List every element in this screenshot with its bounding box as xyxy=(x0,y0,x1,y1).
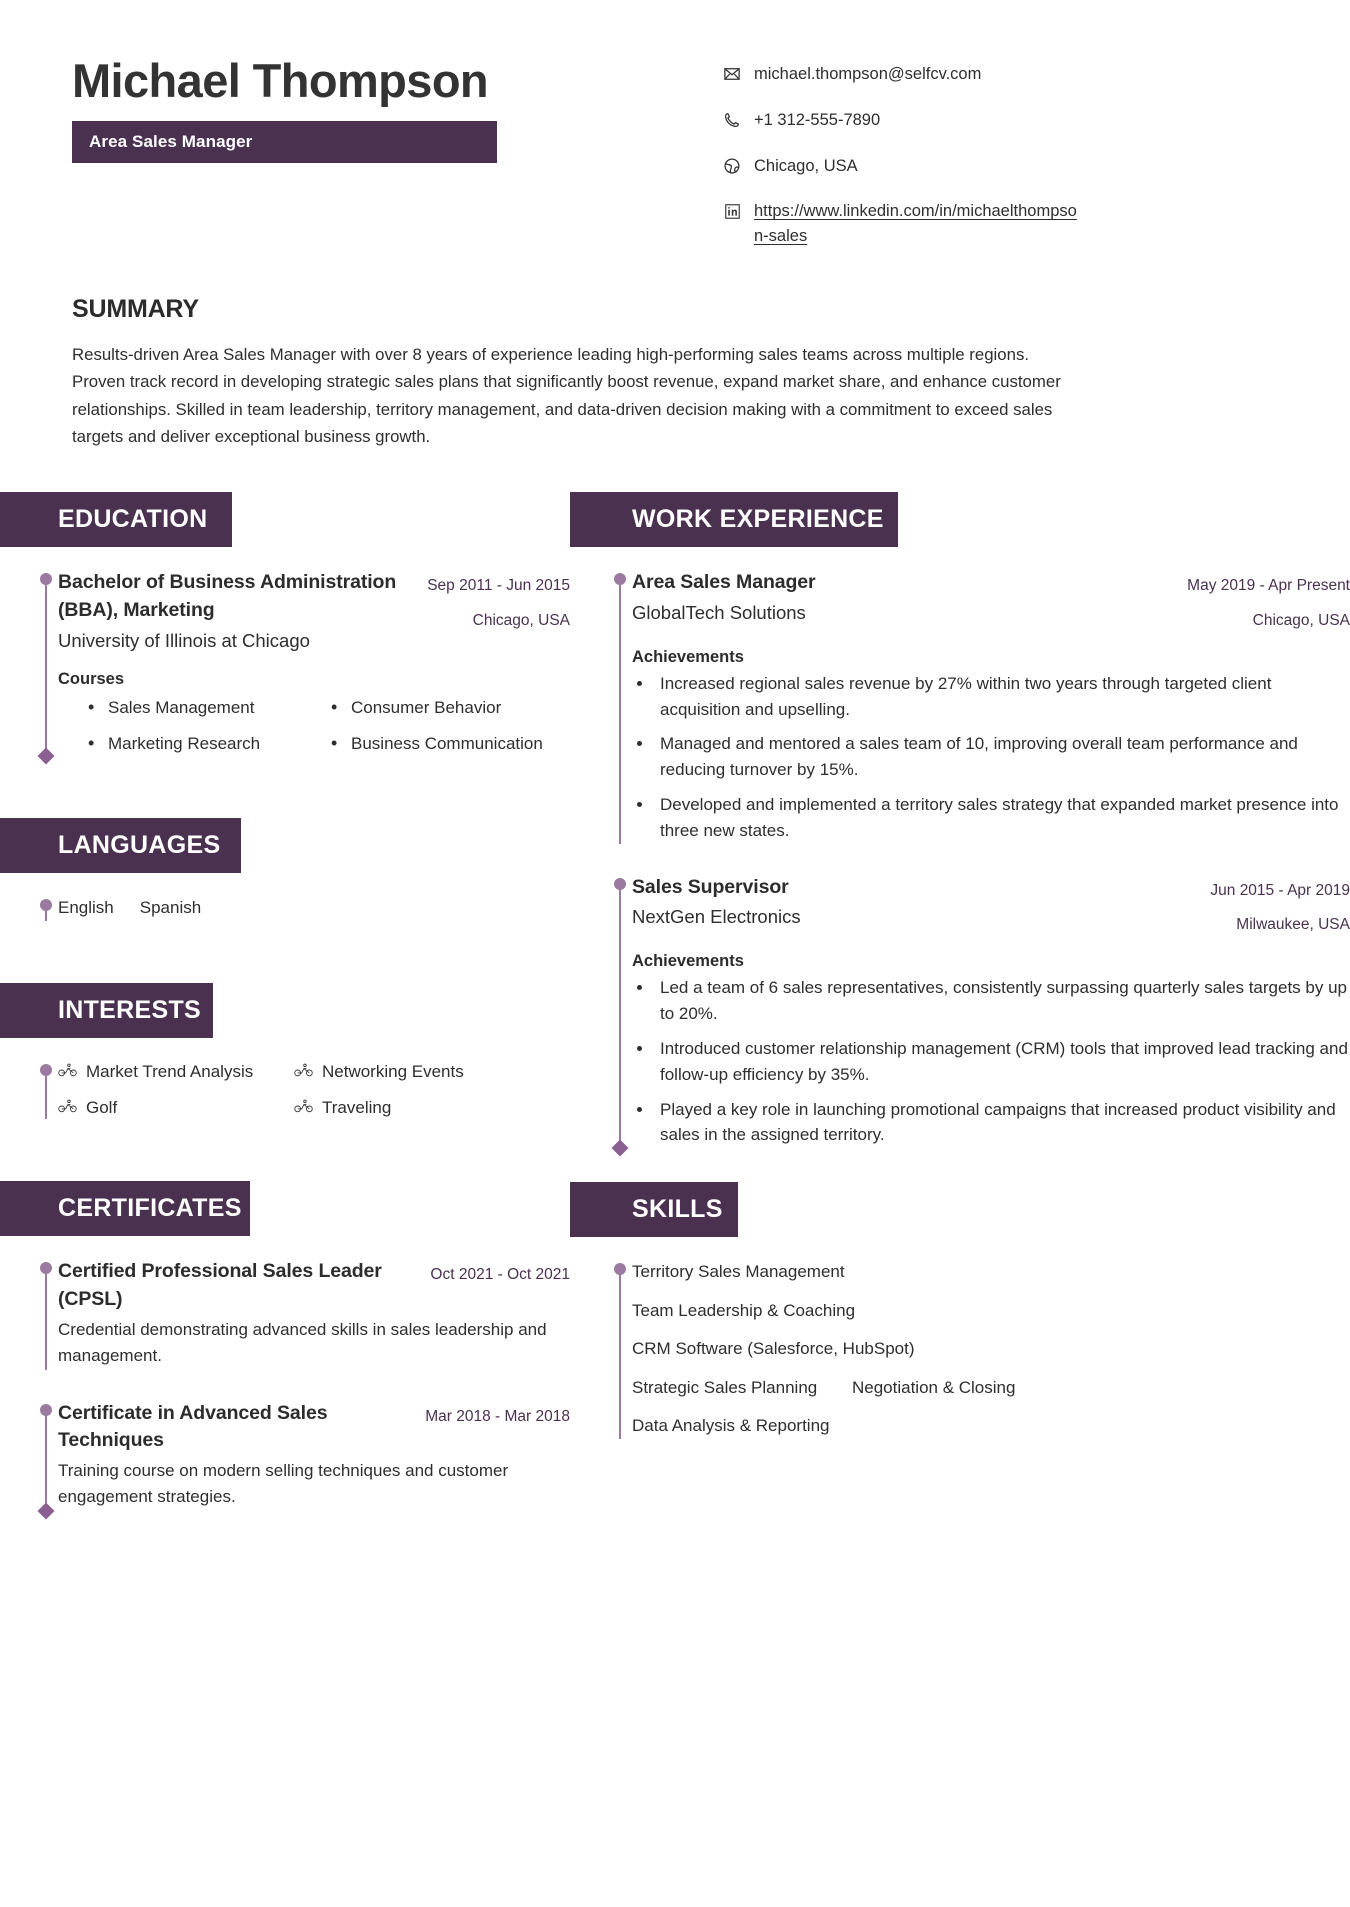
work-date: May 2019 - Apr Present xyxy=(1187,577,1350,595)
certificate-timeline-2 xyxy=(0,1400,570,1511)
certificate-entry xyxy=(58,1400,570,1511)
skill-item: Territory Sales Management xyxy=(632,1262,845,1282)
interests-timeline xyxy=(0,1060,570,1120)
bicycle-icon xyxy=(58,1060,77,1084)
achievement-item: • Led a team of 6 sales representatives, consistently surpassing quarterly sales targets by up to 20%. xyxy=(654,975,1350,1027)
certificate-title: Certificate in Advanced Sales Techniques xyxy=(58,1401,328,1452)
course-item: • Business Communication xyxy=(323,731,570,757)
interest-label: Traveling xyxy=(322,1097,392,1117)
work-role: Area Sales Manager xyxy=(632,571,816,594)
header-identity xyxy=(72,50,712,163)
interest-label: Networking Events xyxy=(322,1061,464,1081)
timeline-diamond xyxy=(38,1502,55,1519)
timeline-line xyxy=(45,1408,47,1511)
globe-icon xyxy=(722,156,742,176)
education-location: Chicago, USA xyxy=(472,611,570,629)
timeline-line xyxy=(619,882,621,1148)
languages-list xyxy=(58,895,570,921)
work-company: GlobalTech Solutions xyxy=(632,601,806,623)
section-heading-certificates: CERTIFICATES xyxy=(0,1181,250,1236)
skill-item: Team Leadership & Coaching xyxy=(632,1300,856,1320)
skill-item: CRM Software (Salesforce, HubSpot) xyxy=(632,1339,915,1359)
section-heading-work-experience: WORK EXPERIENCE xyxy=(570,492,898,547)
interests-grid xyxy=(58,1060,570,1120)
achievements-label: Achievements xyxy=(632,647,744,666)
work-location: Chicago, USA xyxy=(1252,611,1350,629)
skill-item: Strategic Sales Planning xyxy=(632,1377,818,1397)
education-date: Sep 2011 - Jun 2015 xyxy=(427,577,570,595)
work-entry xyxy=(632,874,1350,1148)
certificate-title: Certified Professional Sales Leader (CPSL) xyxy=(58,1260,382,1311)
bicycle-icon xyxy=(294,1096,313,1120)
timeline-dot xyxy=(614,878,626,890)
timeline-line xyxy=(619,1267,621,1439)
contact-location-text: Chicago, USA xyxy=(754,156,858,175)
achievements-list xyxy=(654,975,1350,1148)
contact-linkedin[interactable] xyxy=(722,199,1290,249)
interest-label: Market Trend Analysis xyxy=(86,1061,254,1081)
contact-email[interactable] xyxy=(722,62,1290,87)
summary-text: Results-driven Area Sales Manager with over 8 years of experience leading high-performing sales teams across multiple regions. Proven track record in developing strategic sales plans that significantly boost revenue, expand market share, and enhance customer relationships. Skilled in team leadership, territory management, and data-driven decision making with a commitment to exceed sales targets and deliver exceptional business growth. xyxy=(72,344,1061,446)
contact-linkedin-text[interactable]: https://www.linkedin.com/in/michaelthompson-sales xyxy=(754,202,1077,245)
certificate-date: Mar 2018 - Mar 2018 xyxy=(425,1407,570,1425)
timeline-dot xyxy=(40,573,52,585)
section-heading-education: EDUCATION xyxy=(0,492,232,547)
skill-row xyxy=(632,1375,1350,1401)
phone-icon xyxy=(722,110,742,130)
interest-label: Golf xyxy=(86,1097,118,1117)
bicycle-icon xyxy=(58,1096,77,1120)
contact-phone[interactable] xyxy=(722,108,1290,133)
achievement-item: • Managed and mentored a sales team of 10, improving overall team performance and reducing turnover by 15%. xyxy=(654,731,1350,783)
skills-list xyxy=(632,1259,1350,1439)
timeline-dot xyxy=(614,573,626,585)
skill-row xyxy=(632,1298,1350,1324)
timeline-dot xyxy=(40,899,52,911)
languages-timeline xyxy=(0,895,570,921)
work-company: NextGen Electronics xyxy=(632,906,801,928)
contact-phone-text: +1 312-555-7890 xyxy=(754,110,881,129)
skill-row xyxy=(632,1413,1350,1439)
achievement-item: • Introduced customer relationship management (CRM) tools that improved lead tracking and follow-up efficiency by 35%. xyxy=(654,1036,1350,1088)
courses-grid xyxy=(80,695,570,756)
timeline-dot xyxy=(40,1064,52,1076)
education-entry xyxy=(58,569,570,756)
interest-item xyxy=(294,1060,570,1084)
page-title: Michael Thompson xyxy=(72,54,489,107)
skill-row xyxy=(632,1259,1350,1285)
work-timeline-1 xyxy=(570,569,1350,843)
interest-item xyxy=(58,1096,268,1120)
course-item: • Sales Management xyxy=(80,695,305,721)
left-column xyxy=(0,492,570,1510)
timeline-line xyxy=(45,577,47,756)
contact-list xyxy=(712,50,1290,249)
achievement-item: • Played a key role in launching promotional campaigns that increased product visibility and sales in the assigned territory. xyxy=(654,1097,1350,1149)
resume-header xyxy=(0,0,1350,249)
course-item: • Consumer Behavior xyxy=(323,695,570,721)
achievement-item: • Developed and implemented a territory sales strategy that expanded market presence into three new states. xyxy=(654,792,1350,844)
interest-item xyxy=(58,1060,268,1084)
timeline-line xyxy=(45,1266,47,1369)
courses-label: Courses xyxy=(58,670,125,689)
body-columns xyxy=(0,450,1350,1510)
timeline-dot xyxy=(40,1404,52,1416)
work-location: Milwaukee, USA xyxy=(1236,915,1350,933)
course-item: • Marketing Research xyxy=(80,731,305,757)
education-degree: Bachelor of Business Administration (BBA), Marketing xyxy=(58,571,397,621)
work-role: Sales Supervisor xyxy=(632,875,789,898)
linkedin-icon xyxy=(722,201,742,221)
skill-item: Data Analysis & Reporting xyxy=(632,1416,830,1436)
section-heading-skills: SKILLS xyxy=(570,1182,738,1237)
interest-item xyxy=(294,1096,570,1120)
timeline-line xyxy=(619,577,621,843)
language-item: English xyxy=(58,898,114,918)
work-date: Jun 2015 - Apr 2019 xyxy=(1210,881,1350,899)
certificate-timeline-1 xyxy=(0,1258,570,1369)
achievements-list xyxy=(654,671,1350,844)
contact-email-text: michael.thompson@selfcv.com xyxy=(754,65,982,83)
achievement-item: • Increased regional sales revenue by 27% within two years through targeted client acquisition and upselling. xyxy=(654,671,1350,723)
language-item: Spanish xyxy=(139,898,202,918)
achievements-label: Achievements xyxy=(632,952,744,971)
contact-location[interactable] xyxy=(722,154,1290,179)
work-timeline-2 xyxy=(570,874,1350,1148)
education-timeline xyxy=(0,569,570,756)
section-heading-interests: INTERESTS xyxy=(0,983,213,1038)
education-school: University of Illinois at Chicago xyxy=(58,629,310,651)
work-entry xyxy=(632,569,1350,843)
summary-section xyxy=(0,249,1350,451)
timeline-dot xyxy=(614,1263,626,1275)
bicycle-icon xyxy=(294,1060,313,1084)
skills-timeline xyxy=(570,1259,1350,1439)
section-heading-languages: LANGUAGES xyxy=(0,818,241,873)
timeline-dot xyxy=(40,1262,52,1274)
certificate-date: Oct 2021 - Oct 2021 xyxy=(430,1266,570,1284)
summary-heading: SUMMARY xyxy=(72,294,199,323)
certificate-entry xyxy=(58,1258,570,1369)
certificate-description: Credential demonstrating advanced skills in sales leadership and management. xyxy=(58,1319,547,1366)
job-title-band: Area Sales Manager xyxy=(72,121,497,163)
certificate-description: Training course on modern selling techniques and customer engagement strategies. xyxy=(58,1460,509,1507)
envelope-icon xyxy=(722,64,742,84)
right-column xyxy=(570,492,1350,1438)
skill-item: Negotiation & Closing xyxy=(851,1377,1016,1397)
skill-row xyxy=(632,1336,1350,1362)
